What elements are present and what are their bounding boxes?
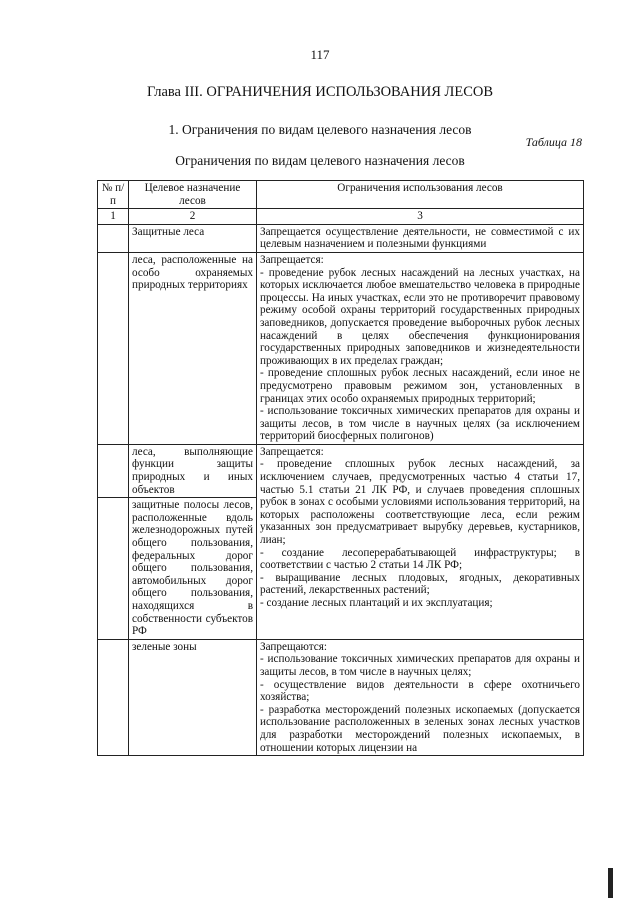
chapter-title: Глава III. ОГРАНИЧЕНИЯ ИСПОЛЬЗОВАНИЯ ЛЕСОВ <box>146 84 494 100</box>
scan-edge-mark <box>608 868 613 898</box>
row-number-cell <box>98 639 129 755</box>
table-title: Ограничения по видам целевого назначения лесов <box>175 153 465 168</box>
restrictions-cell <box>257 252 584 444</box>
header-purpose: Целевое назначение лесов <box>129 181 257 209</box>
restriction-line: - разработка месторождений полезных ископаемых (допускается использование расположенных в зеленых зонах лесных участков для разработки месторождений полезных ископаемых, в отношении которых лицензии на <box>260 703 580 754</box>
row-number-cell <box>98 224 129 252</box>
purpose-cell: защитные полосы лесов, расположенные вдоль железнодорожных путей общего пользования, федеральных дорог общего пользования, автомобильных дорог общего пользования, находящихся в собственности субъектов РФ <box>129 498 257 640</box>
table-header-row <box>98 181 584 209</box>
column-number: 2 <box>129 209 257 225</box>
table-row <box>98 444 584 497</box>
restriction-line: Запрещается: <box>260 445 324 458</box>
table-number: Таблица 18 <box>525 135 582 149</box>
header-number: № п/п <box>98 181 129 209</box>
table-row <box>98 252 584 444</box>
column-number: 3 <box>257 209 584 225</box>
purpose-cell: леса, выполняющие функции защиты природных и иных объектов <box>129 444 257 497</box>
table-row <box>98 639 584 755</box>
restriction-line: Запрещается: <box>260 253 324 266</box>
table-row <box>98 224 584 252</box>
restriction-line: - проведение сплошных рубок лесных насаждений, если иное не предусмотрено правовым режимом зон, установленных в границах этих особо охраняемых природных территорий; <box>260 367 580 405</box>
header-restrictions: Ограничения использования лесов <box>257 181 584 209</box>
restriction-line: - создание лесных плантаций и их эксплуатация; <box>260 597 493 609</box>
section-title: 1. Ограничения по видам целевого назначения лесов <box>168 122 472 137</box>
column-numbers-row <box>98 209 584 225</box>
restriction-line: Запрещается осуществление деятельности, не совместимой с их целевым назначением и полезными функциями <box>260 225 580 251</box>
restriction-line: - проведение рубок лесных насаждений на лесных участках, на которых исключается любое вмешательство человека в природные процессы. На иных участках, если это не противоречит правовому режиму особой охраны территорий государственных природных заповедников, допускается проведение выборочных рубок лесных насаждений в целях обеспечения функционирования государственных природных заповедников и жизнедеятельности проживающих в их пределах граждан; <box>260 266 580 367</box>
restriction-line: - использование токсичных химических препаратов для охраны и защиты лесов, в том числе в научных целях; <box>260 653 580 678</box>
restriction-line: - использование токсичных химических препаратов для охраны и защиты лесов, в том числе в научных целях (за исключением территорий биосферных полигонов) <box>260 405 580 443</box>
restriction-line: - проведение сплошных рубок лесных насаждений, за исключением случаев, предусмотренных частью 4 статьи 17, частью 5.1 статьи 21 ЛК РФ, и случаев проведения сплошных рубок в зонах с особыми условиями использования территорий, на которых расположены соответствующие леса, если режим указанных зон предусматривает вырубку деревьев, кустарников, лиан; <box>260 458 580 547</box>
row-number-cell <box>98 444 129 497</box>
restriction-line: - выращивание лесных плодовых, ягодных, декоративных растений, лекарственных растений; <box>260 571 580 597</box>
purpose-cell: зеленые зоны <box>129 639 257 755</box>
purpose-cell: Защитные леса <box>129 224 257 252</box>
row-number-cell <box>98 252 129 444</box>
row-number-cell <box>98 498 129 640</box>
restrictions-table <box>97 180 584 756</box>
restrictions-cell <box>257 444 584 639</box>
restriction-line: - создание лесоперерабатывающей инфраструктуры; в соответствии с частью 2 статьи 14 ЛК РФ; <box>260 546 580 572</box>
restriction-line: Запрещаются: <box>260 640 328 653</box>
purpose-cell: леса, расположенные на особо охраняемых природных территориях <box>129 252 257 444</box>
page-number: 117 <box>310 47 330 62</box>
restrictions-cell <box>257 639 584 755</box>
column-number: 1 <box>98 209 129 225</box>
restrictions-cell <box>257 224 584 252</box>
restriction-line: - осуществление видов деятельности в сфере охотничьего хозяйства; <box>260 678 580 704</box>
